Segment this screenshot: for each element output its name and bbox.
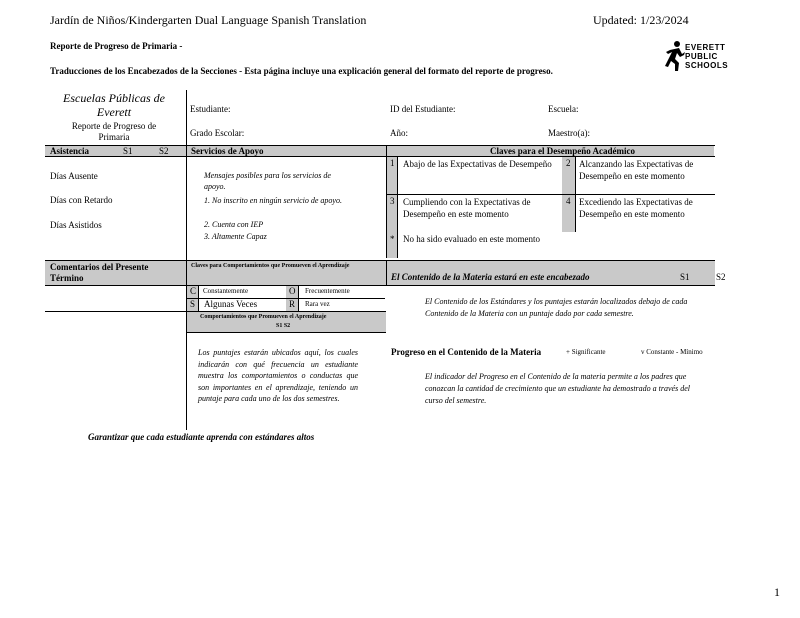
behavior-code-s: S (190, 299, 196, 309)
key-text-4: Excediendo las Expectativas de Desempeño en este momento (579, 197, 693, 219)
key-text-2: Alcanzando las Expectativas de Desempeño en este momento (579, 159, 694, 181)
behavior-label-s: Algunas Veces (204, 299, 258, 309)
divider (387, 194, 715, 195)
support-intro: Mensajes posibles para los servicios de apoyo. (204, 171, 331, 191)
behavior-code-c: C (190, 286, 197, 296)
progress-note: El indicador del Progreso en el Contenido de la materia permite a los padres que conozcan la cantidad de crecimiento que un estudiante ha demostrado a través del curso del semestre. (425, 372, 690, 405)
behavior-note: Los puntajes estarán ubicados aquí, los cuales indicarán con qué frecuencia un estudiante muestra los comportamientos o conductas que son importantes en el aprendizaje, teniendo un puntaje para cada uno de los dos semestres. (198, 348, 358, 403)
logo-line-1: EVERETT (685, 43, 726, 52)
key-num-3: 3 (390, 196, 395, 206)
divider (45, 156, 715, 157)
updated-date: Updated: 1/23/2024 (593, 13, 689, 27)
behavior-label-c: Constantemente (203, 287, 249, 295)
everett-public-schools-logo (664, 40, 744, 74)
key-num-4: 4 (566, 196, 571, 206)
district-name: Escuelas Públicas de Everett (63, 91, 165, 119)
runner-icon (664, 40, 686, 72)
key-text-5: No ha sido evaluado en este momento (403, 234, 540, 244)
key-text-1: Abajo de las Expectativas de Desempeño (403, 159, 552, 169)
attendance-s1: S1 (123, 146, 133, 156)
behavior-label-o: Frecuentemente (305, 287, 350, 295)
behavior-keys-header: Claves para Comportamientos que Promueven el Aprendizaje (191, 263, 350, 269)
attendance-header: Asistencia (50, 146, 89, 156)
progress-constant-minimal: v Constante - Mínimo (641, 348, 703, 356)
divider (298, 286, 299, 311)
behavior-subheader-semesters: S1 S2 (276, 323, 291, 329)
attendance-s2: S2 (159, 146, 169, 156)
student-field: Estudiante: (190, 104, 231, 114)
progress-label: Progreso en el Contenido de la Materia (391, 347, 542, 357)
behavior-code-r: R (289, 299, 296, 309)
divider (45, 260, 715, 261)
key-num-5: * (390, 234, 395, 244)
divider (45, 285, 715, 286)
attendance-absent: Días Ausente (50, 171, 98, 181)
grade-field: Grado Escolar: (190, 128, 245, 138)
comments-header: Comentarios del Presente Término (50, 262, 149, 283)
content-note: El Contenido de los Estándares y los puntajes estarán localizados debajo de cada Contenido de la Materia con un puntaje dado por cada semestre. (425, 297, 688, 318)
divider (45, 311, 386, 312)
school-field: Escuela: (548, 104, 579, 114)
attendance-tardy: Días con Retardo (50, 195, 113, 205)
keys-header: Claves para el Desempeño Académico (490, 146, 635, 156)
progress-significant: + Significante (566, 348, 606, 356)
content-s2: S2 (716, 272, 726, 282)
logo-text (685, 43, 728, 70)
divider (186, 90, 187, 146)
district-report: Reporte de Progreso de Primaria (71, 121, 157, 142)
key-num-2: 2 (566, 158, 571, 168)
logo-line-2: PUBLIC (685, 52, 718, 61)
logo-line-3: SCHOOLS (685, 61, 729, 70)
teacher-field: Maestro(a): (548, 128, 590, 138)
divider (187, 332, 386, 333)
motto: Garantizar que cada estudiante aprenda con estándares altos (88, 432, 315, 442)
behavior-label-r: Rara vez (305, 300, 330, 308)
support-item-1: 1. No inscrito en ningún servicio de apoyo. (204, 196, 342, 205)
attendance-present: Días Asistidos (50, 220, 102, 230)
report-title: Reporte de Progreso de Primaria - (50, 41, 183, 51)
document-title: Jardín de Niños/Kindergarten Dual Language Spanish Translation (50, 13, 367, 27)
year-field: Año: (390, 128, 408, 138)
key-text-3: Cumpliendo con la Expectativas de Desempeño en este momento (403, 197, 531, 219)
student-id-field: ID del Estudiante: (390, 104, 456, 114)
support-item-3: 3. Altamente Capaz (204, 232, 267, 241)
support-item-2: 2. Cuenta con IEP (204, 220, 264, 229)
behavior-code-o: O (289, 286, 296, 296)
behavior-subheader: Comportamientos que Promueven el Aprendizaje (200, 314, 327, 320)
page-number: 1 (774, 585, 780, 599)
divider (386, 260, 387, 286)
content-header: El Contenido de la Materia estará en este encabezado (391, 272, 590, 282)
key-num-1: 1 (390, 158, 395, 168)
divider (198, 286, 199, 311)
divider (397, 157, 398, 258)
translations-note: Traducciones de los Encabezados de la Secciones - Esta página incluye una explicación general del formato del reporte de progreso. (50, 66, 553, 76)
content-s1: S1 (680, 272, 690, 282)
support-header: Servicios de Apoyo (191, 146, 264, 156)
